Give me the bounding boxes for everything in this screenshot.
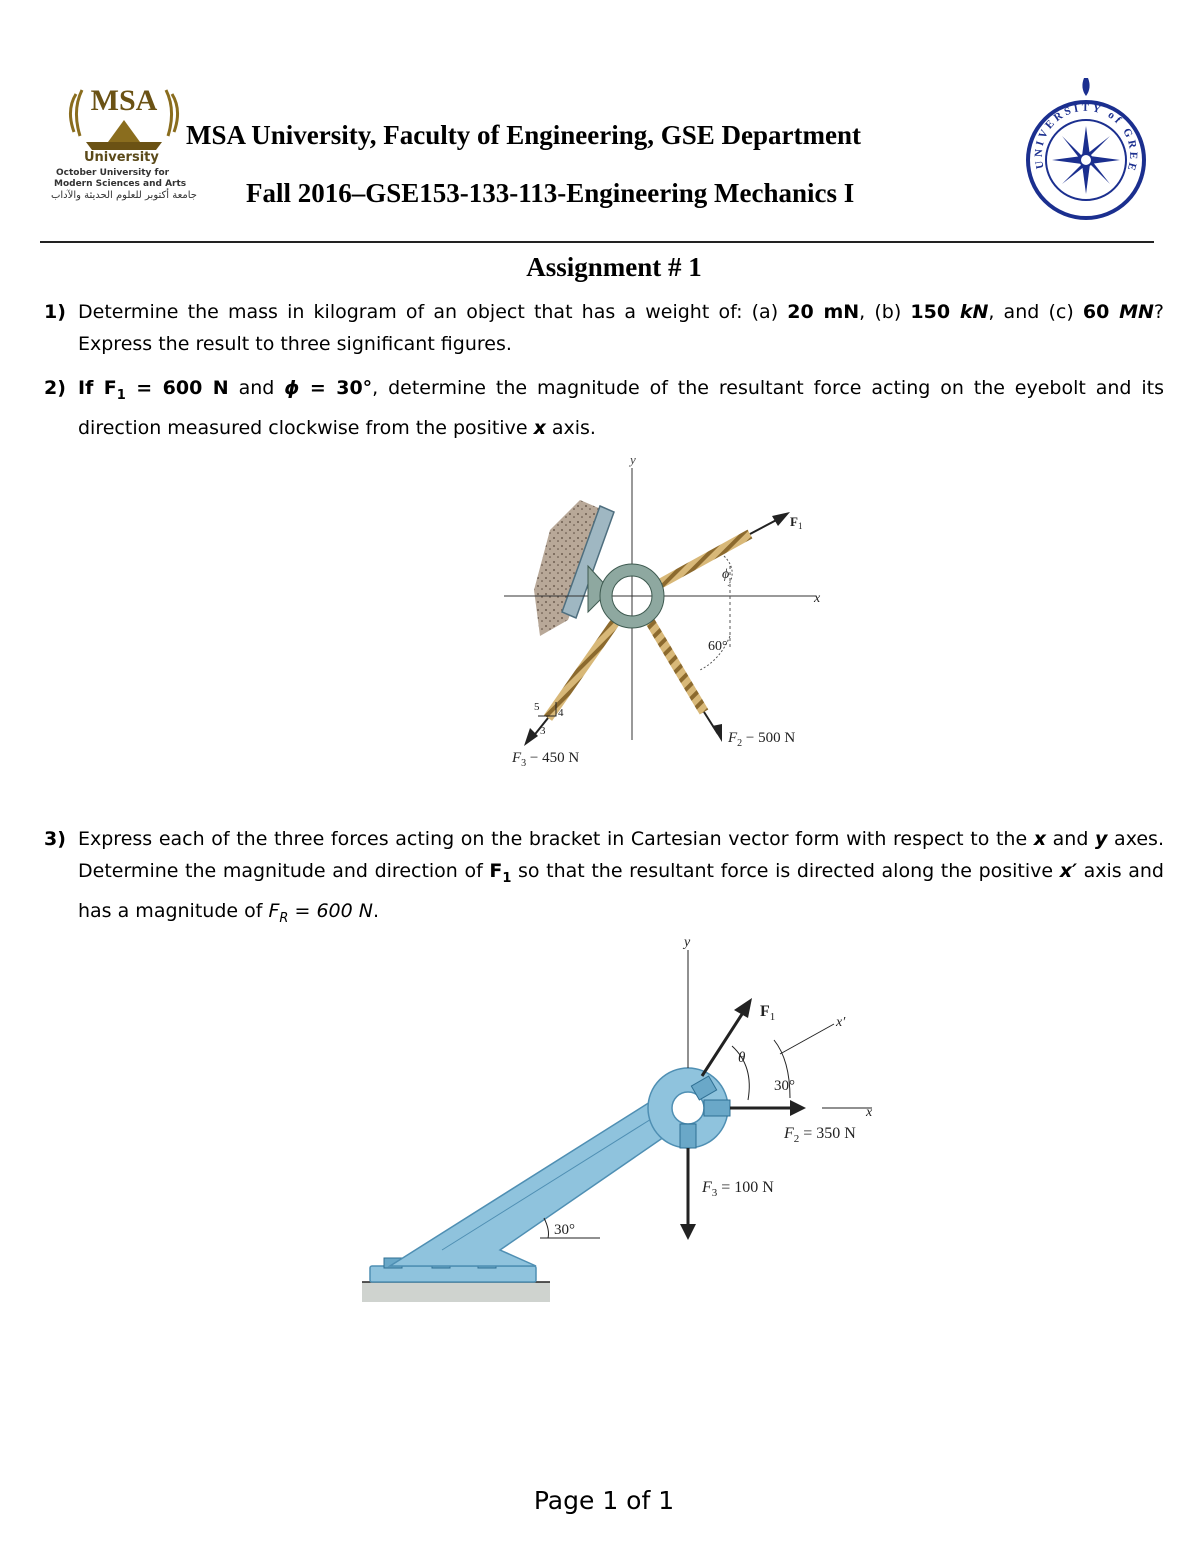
question-segment: and <box>1046 828 1096 850</box>
question-segment: axis and has a magnitude of <box>78 860 1164 922</box>
f1-arrowhead <box>772 512 790 526</box>
slope-3: 3 <box>540 725 546 737</box>
f1-arrowhead <box>734 998 752 1018</box>
question-segment: = 600 N <box>125 377 229 399</box>
rope-f2 <box>648 618 722 742</box>
logo-arabic: جامعة أكتوبر للعلوم الحديثة والآداب <box>50 190 197 201</box>
question-1 <box>44 296 1164 360</box>
fig1-angle-label: 60° <box>708 639 728 654</box>
assignment-title: Assignment # 1 <box>526 252 702 282</box>
question-segment: MN <box>1119 301 1154 323</box>
fig1-f1-label: $F_1$ <box>790 514 803 531</box>
question-segment: x′ <box>1059 860 1077 882</box>
question-number: 1) <box>44 301 66 323</box>
question-text <box>78 823 1164 935</box>
header-line1: MSA University, Faculty of Engineering, GSE Department <box>186 120 861 150</box>
question-segment: F <box>489 860 503 882</box>
header-divider <box>40 241 1154 243</box>
rope-f3 <box>524 618 618 746</box>
f3-arrowhead <box>524 728 538 746</box>
question-number: 2) <box>44 377 66 399</box>
question-segment: F <box>268 899 280 922</box>
figure-bracket <box>350 930 910 1310</box>
fig1-f2-label: $F_2 - 500$ N <box>728 730 796 749</box>
question-segment: y <box>1095 828 1108 850</box>
question-segment: Determine the mass in kilogram of an object that has a weight of: (a) <box>78 301 788 323</box>
fig2-xprime-label: x′ <box>836 1015 846 1030</box>
page-number: Page 1 of 1 <box>533 1486 675 1515</box>
fig2-theta-label: θ <box>738 1050 746 1066</box>
svg-text:UNIVERSITY of GREENWICH: UNIVERSITY of GREE <box>1032 101 1140 175</box>
f2-arrowhead <box>790 1100 806 1116</box>
question-segment: ϕ <box>284 377 300 399</box>
fig2-f3-label: $F_3 = 100$ N <box>702 1179 774 1199</box>
fig1-x-label: x <box>814 591 821 606</box>
fig2-f1-label: $F_1$ <box>760 1003 776 1023</box>
question-segment: 1 <box>502 870 512 886</box>
fig2-f2-label: $F_2 = 350$ N <box>784 1125 856 1145</box>
slope-4: 4 <box>558 707 564 719</box>
question-segment: x <box>533 416 546 439</box>
f2-arrowhead <box>712 724 722 742</box>
bracket-arm <box>390 1102 680 1266</box>
question-segment: , determine the magnitude of the resultant force acting on the eyebolt and its direction measured clockwise from the positive <box>78 377 1164 439</box>
question-segment: = 600 <box>288 899 359 922</box>
question-segment: 1 <box>116 387 126 403</box>
x-prime-axis <box>780 1024 834 1054</box>
question-text <box>78 372 1164 444</box>
greenwich-seal <box>1020 72 1156 222</box>
question-segment: so that the resultant force is directed along the positive <box>511 860 1060 882</box>
question-text <box>78 296 1164 360</box>
logo-line3: Modern Sciences and Arts <box>54 179 187 189</box>
question-segment: axis. <box>545 416 596 439</box>
question-segment: , and (c) <box>988 301 1083 323</box>
slope-5: 5 <box>534 701 540 713</box>
question-segment: If F <box>78 377 117 399</box>
fig2-30-label-a: 30° <box>774 1078 795 1094</box>
question-segment: axes. Determine the magnitude and direction of <box>78 828 1164 882</box>
fig2-30-label-b: 30° <box>554 1222 575 1238</box>
question-segment: ? Express the result to three significant figures. <box>78 301 1164 355</box>
figure-eyebolt <box>480 440 860 780</box>
question-segment: x <box>1033 828 1047 850</box>
question-segment: = 30° <box>299 377 373 399</box>
question-segment: kN <box>959 301 989 323</box>
question-segment: 20 mN <box>787 301 860 323</box>
compass-rose-seal-icon <box>1020 72 1156 222</box>
question-number: 3) <box>44 828 66 850</box>
svg-text:MSA: MSA <box>90 84 158 117</box>
question-segment: R <box>279 910 289 926</box>
header-line2: Fall 2016–GSE153-133-113-Engineering Mechanics I <box>246 178 855 208</box>
question-segment: and <box>228 377 285 399</box>
logo-university: University <box>84 150 159 165</box>
question-3 <box>44 823 1164 935</box>
logo-line2: October University for <box>56 168 170 178</box>
fig2-x-label: x <box>866 1105 873 1120</box>
question-2 <box>44 372 1164 444</box>
question-segment: . <box>373 899 380 922</box>
ground <box>362 1282 550 1302</box>
question-segment: N <box>358 899 373 922</box>
fig2-y-label: y <box>684 935 691 950</box>
fig1-phi-label: ϕ <box>722 567 730 582</box>
f3-arrowhead <box>680 1224 696 1240</box>
question-segment: Express each of the three forces acting on the bracket in Cartesian vector form with respect to the <box>78 828 1034 850</box>
question-segment: , (b) <box>859 301 911 323</box>
fig1-f3-label: $F_3 - 450$ N <box>512 750 580 769</box>
question-segment: 150 <box>910 301 960 323</box>
fig1-y-label: y <box>630 452 636 467</box>
question-segment: 60 <box>1082 301 1120 323</box>
